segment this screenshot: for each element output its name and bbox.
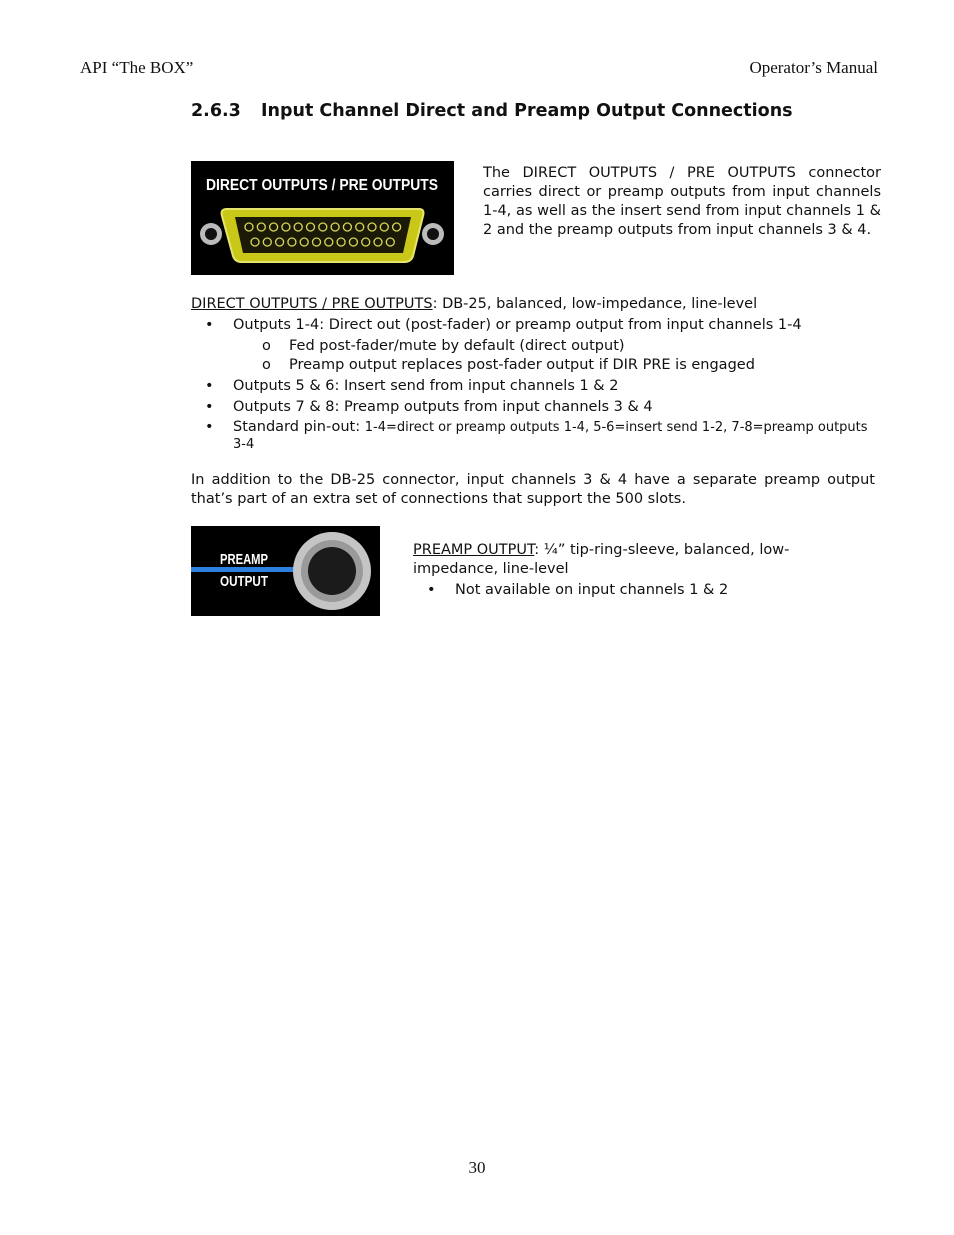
list-item: [413, 581, 728, 600]
preamp-output-spec: [413, 541, 843, 579]
preamp-spec-description: : ¼” tip-ring-sleeve, balanced, low-impedance, line-level: [413, 542, 790, 577]
db25-connector-image: [191, 161, 454, 275]
preamp-intro-paragraph: In addition to the DB-25 connector, input channels 3 & 4 have a separate preamp output that’s part of an extra set of connections that support the 500 slots.: [191, 472, 875, 507]
preamp-spec-name: PREAMP OUTPUT: [413, 542, 535, 558]
db25-connector-illustration: [191, 161, 454, 275]
list-item: [191, 377, 881, 396]
header-manual-label: Operator’s Manual: [749, 58, 878, 77]
list-item-text: Outputs 5 & 6: Insert send from input channels 1 & 2: [233, 377, 619, 394]
spec-description: : DB-25, balanced, low-impedance, line-level: [432, 296, 758, 312]
list-item-text: Outputs 1-4: Direct out (post-fader) or preamp output from input channels 1-4: [233, 317, 802, 333]
list-item: [191, 398, 881, 417]
list-item-text: Outputs 7 & 8: Preamp outputs from input channels 3 & 4: [233, 398, 653, 415]
intro-paragraph: The DIRECT OUTPUTS / PRE OUTPUTS connector carries direct or preamp outputs from input channels 1-4, as well as the insert send from input channels 1 & 2 and the preamp outputs from input channels 3 & 4.: [483, 165, 881, 238]
sub-bullet-glyph: o: [262, 338, 271, 354]
pinout-detail: 1-4=direct or preamp outputs 1-4, 5-6=insert send 1-2, 7-8=preamp outputs 3-4: [233, 419, 868, 452]
direct-outputs-spec: [191, 295, 757, 314]
list-item-text: Standard pin-out:: [233, 418, 365, 435]
sub-list-item-text: Fed post-fader/mute by default (direct output): [289, 338, 625, 354]
direct-outputs-bullet-list: [191, 316, 881, 455]
db25-panel-label: DIRECT OUTPUTS / PRE OUTPUTS: [206, 177, 439, 194]
preamp-label-line1: PREAMP: [220, 551, 268, 568]
preamp-output-jack-image: [191, 526, 380, 616]
sub-list-item: [191, 356, 881, 375]
header-title: API “The BOX”: [80, 58, 194, 77]
section-title: Input Channel Direct and Preamp Output Connections: [261, 101, 793, 121]
preamp-label-line2: OUTPUT: [220, 573, 268, 590]
preamp-jack-illustration: [191, 526, 380, 616]
section-number: 2.6.3: [191, 101, 241, 121]
list-item: [191, 419, 881, 453]
bullet-glyph: •: [205, 418, 214, 435]
bullet-glyph: •: [205, 398, 214, 415]
bullet-glyph: •: [427, 582, 436, 598]
bullet-glyph: •: [205, 317, 214, 333]
section-heading: [191, 101, 793, 121]
list-item-text: Not available on input channels 1 & 2: [455, 582, 729, 598]
bullet-glyph: •: [205, 377, 214, 394]
spec-name: DIRECT OUTPUTS / PRE OUTPUTS: [191, 296, 433, 312]
sub-list-item-text: Preamp output replaces post-fader output if DIR PRE is engaged: [289, 356, 755, 373]
sub-list-item: [191, 337, 881, 356]
page-number: 30: [468, 1158, 486, 1177]
sub-bullet-glyph: o: [262, 356, 271, 373]
list-item: [191, 316, 881, 335]
